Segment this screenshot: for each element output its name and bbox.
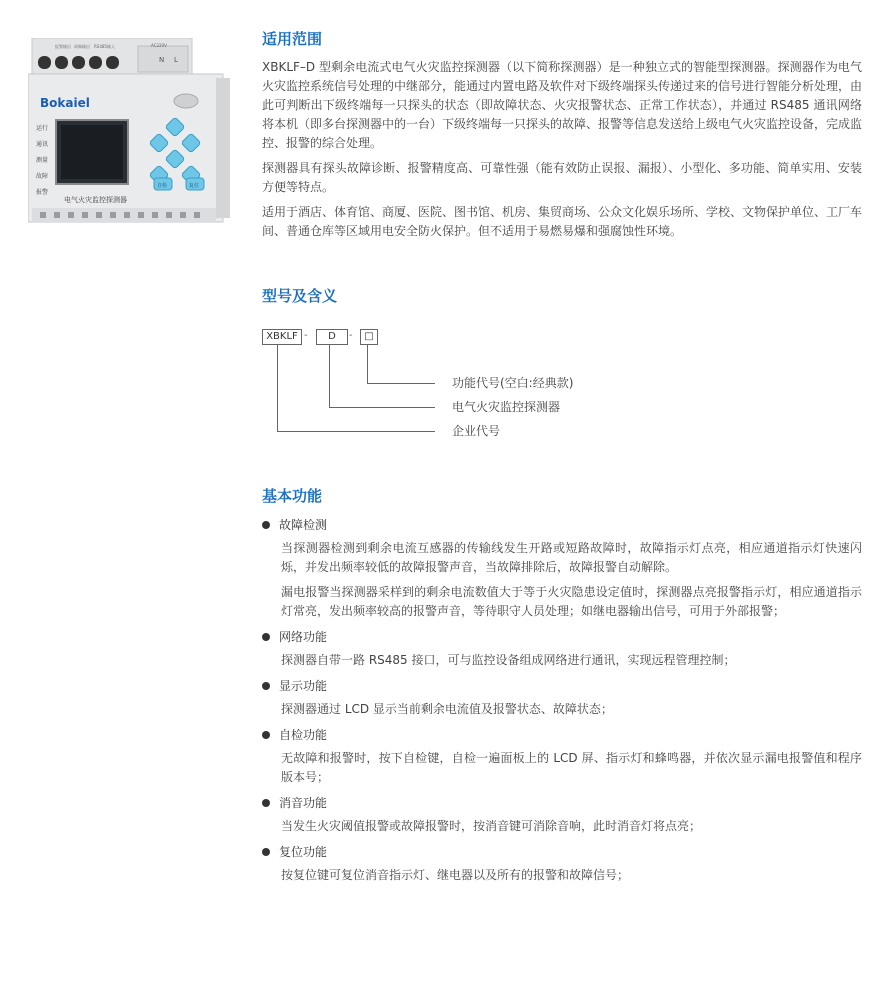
feature-item — [262, 676, 862, 719]
terminal-label-l: L — [174, 56, 178, 64]
feature-name: 消音功能 — [279, 796, 328, 810]
top-label-alarm-out: 报警输出 — [55, 44, 71, 49]
btn-reset-label: 复位 — [189, 183, 200, 189]
bullet-icon — [262, 682, 270, 690]
side-label-alarm: 报警 — [36, 189, 49, 196]
scope-title: 适用范围 — [262, 30, 323, 48]
side-label-comm: 通讯 — [36, 141, 49, 148]
scope-paragraph: XBKLF–D 型剩余电流式电气火灾监控探测器（以下简称探测器）是一种独立式的智能型探测器。探测器作为电气火灾监控系统信号处理的中继部分，能通过内置电路及软件对下级终端探头传递过来的信号进行智能分析处理，由此可判断出下级终端每一只探头的状态（即故障状态、火灾报警状态、正常工作状态），并通过 RS485 通讯网络将本机（即多台探测器中的一台）下级终端每一只探头的故障、报警等信息发送给上级电气火灾监控设备，完成监控、报警的综合处理。 — [262, 60, 863, 150]
btn-self-test-label: 自检 — [157, 183, 168, 189]
feature-paragraph: 无故障和报警时，按下自检键，自检一遍面板上的 LCD 屏、指示灯和蜂鸣器，并依次显示漏电报警值和程序版本号； — [281, 751, 862, 784]
feature-paragraph: 探测器通过 LCD 显示当前剩余电流值及报警状态、故障状态； — [281, 702, 613, 716]
side-label-fault: 故障 — [36, 173, 49, 180]
feature-item — [262, 515, 862, 621]
feature-item — [262, 725, 862, 787]
terminal-label-n: N — [159, 56, 165, 64]
bullet-icon — [262, 848, 270, 856]
device-brand-logo: Bokaiel — [40, 96, 90, 110]
feature-paragraph: 探测器自带一路 RS485 接口，可与监控设备组成网络进行通讯，实现远程管理控制； — [281, 653, 736, 667]
feature-name: 自检功能 — [279, 728, 328, 742]
feature-item — [262, 627, 862, 670]
functions-section — [262, 485, 862, 885]
feature-paragraph: 漏电报警当探测器采样到的剩余电流数值大于等于火灾隐患设定值时，探测器点亮报警指示灯，相应通道指示灯常亮，发出频率较高的报警声音，等待职守人员处理；如继电器输出信号，可用于外部报警； — [281, 585, 862, 618]
model-label-function: 功能代号(空白:经典款) — [452, 376, 574, 390]
feature-name: 复位功能 — [279, 845, 328, 859]
side-label-run: 运行 — [36, 125, 49, 132]
feature-paragraph: 当发生火灾阈值报警或故障报警时，按消音键可消除音响，此时消音灯将点亮； — [281, 819, 702, 833]
bullet-icon — [262, 731, 270, 739]
top-label-rs485: RS485输入 — [94, 44, 115, 49]
bullet-icon — [262, 633, 270, 641]
model-diagram — [262, 315, 862, 455]
terminal-label-voltage: AC220V — [151, 43, 167, 48]
feature-paragraph: 当探测器检测到剩余电流互感器的传输线发生开路或短路故障时，故障指示灯点亮，相应通道指示灯快速闪烁，并发出频率较低的故障报警声音，当故障排除后，故障报警自动解除。 — [281, 541, 862, 574]
feature-name: 网络功能 — [279, 630, 328, 644]
scope-paragraph: 适用于酒店、体育馆、商厦、医院、图书馆、机房、集贸商场、公众文化娱乐场所、学校、文物保护单位、工厂车间、普通仓库等区域用电安全防火保护。但不适用于易燃易爆和强腐蚀性环境。 — [262, 205, 863, 238]
model-label-product: 电气火灾监控探测器 — [452, 400, 561, 414]
feature-item — [262, 842, 862, 885]
feature-name: 显示功能 — [279, 679, 328, 693]
content-column — [262, 28, 862, 891]
model-code-function: □ — [360, 329, 378, 345]
side-label-measure: 测量 — [36, 157, 49, 164]
bullet-icon — [262, 799, 270, 807]
model-title: 型号及含义 — [262, 287, 338, 305]
detector-device-image — [28, 38, 233, 228]
model-label-company: 企业代号 — [452, 424, 501, 438]
feature-item — [262, 793, 862, 836]
bullet-icon — [262, 521, 270, 529]
feature-paragraph: 按复位键可复位消音指示灯、继电器以及所有的报警和故障信号； — [281, 868, 630, 882]
model-dash: - — [304, 330, 308, 341]
device-caption: 电气火灾监控探测器 — [64, 196, 127, 204]
model-code-type: D — [316, 329, 348, 345]
model-dash: - — [349, 330, 353, 341]
model-section — [262, 285, 862, 455]
scope-paragraph: 探测器具有探头故障诊断、报警精度高、可靠性强（能有效防止误报、漏报）、小型化、多功能、简单实用、安装方便等特点。 — [262, 161, 862, 194]
feature-name: 故障检测 — [279, 518, 328, 532]
functions-title: 基本功能 — [262, 487, 323, 505]
top-label-fault-out: 故障输出 — [74, 44, 90, 49]
scope-section — [262, 28, 862, 241]
model-code-company: XBKLF — [262, 329, 302, 345]
